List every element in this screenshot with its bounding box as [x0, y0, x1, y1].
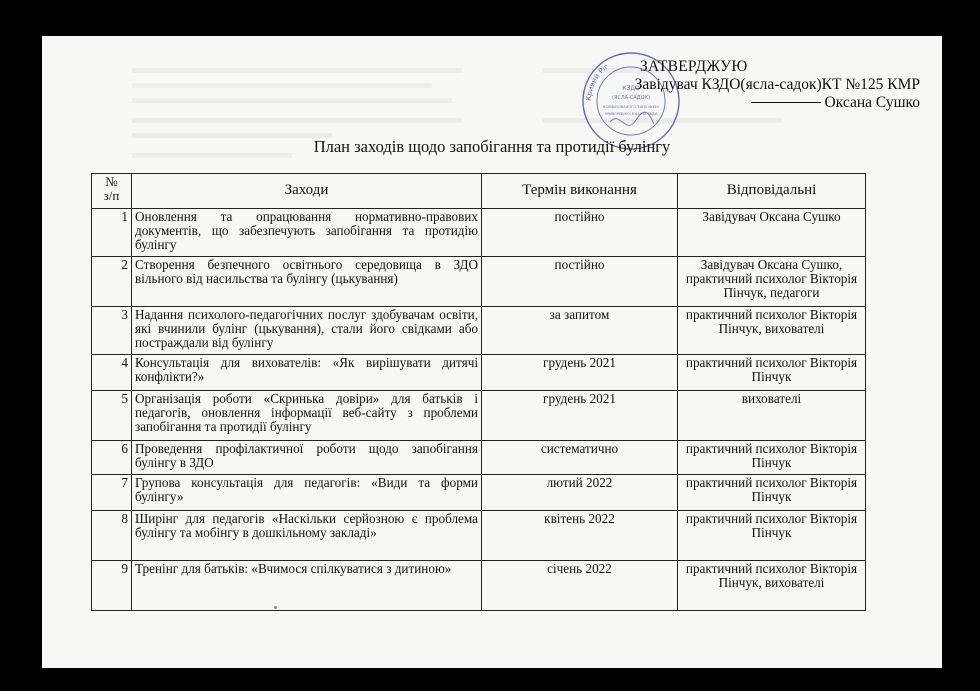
stamp-line-3: КОМБІНОВАНОГО ТИПУ №125	[603, 105, 659, 109]
approval-name: Оксана Сушко	[824, 94, 920, 111]
table-header-row	[92, 174, 866, 209]
table-row	[92, 257, 866, 307]
table-row	[92, 307, 866, 355]
header-term: Термін виконання	[482, 174, 678, 209]
row-term: квітень 2022	[482, 511, 678, 561]
table-row	[92, 475, 866, 511]
row-responsible: практичний психолог Вікторія Пінчук	[678, 355, 866, 391]
stamp-line-1: КЗДО	[622, 85, 640, 92]
row-responsible: практичний психолог Вікторія Пінчук, вихователі	[678, 307, 866, 355]
row-number: 4	[92, 355, 132, 391]
row-responsible: Завідувач Оксана Сушко, практичний психолог Вікторія Пінчук, педагоги	[678, 257, 866, 307]
stamp-line-4: КРИВОРІЗЬКОЇ МІСЬКОЇ РАДИ	[604, 112, 658, 116]
row-action: Надання психолого-педагогічних послуг здобувачам освіти, які вчинили булінг (цькування), стали його свідками або постраждали від булінгу	[132, 307, 482, 355]
row-responsible: практичний психолог Вікторія Пінчук	[678, 511, 866, 561]
stamp-line-2: (ЯСЛА-САДОК)	[611, 95, 651, 101]
row-term: січень 2022	[482, 561, 678, 611]
row-number: 2	[92, 257, 132, 307]
header-number-sign: №	[105, 174, 118, 189]
row-action: Консультація для вихователів: «Як вирішувати дитячі конфлікти?»	[132, 355, 482, 391]
row-term: лютий 2022	[482, 475, 678, 511]
header-responsible: Відповідальні	[678, 174, 866, 209]
row-action: Проведення профілактичної роботи щодо запобігання булінгу в ЗДО	[132, 441, 482, 475]
row-term: постійно	[482, 257, 678, 307]
row-term: постійно	[482, 209, 678, 257]
row-action: Оновлення та опрацювання нормативно-правових документів, що забезпечують запобігання та протидію булінгу	[132, 209, 482, 257]
row-action: Тренінг для батьків: «Вчимося спілкуватися з дитиною»	[132, 561, 482, 611]
row-responsible: практичний психолог Вікторія Пінчук	[678, 441, 866, 475]
row-action: Організація роботи «Скринька довіри» для батьків і педагогів, оновлення інформації веб-сайту з проблеми запобігання та протидії булінгу	[132, 391, 482, 441]
approval-block	[590, 58, 920, 112]
table-row	[92, 561, 866, 611]
row-responsible: Завідувач Оксана Сушко	[678, 209, 866, 257]
stamp-ring-text: Кривий Ріг	[584, 62, 611, 102]
row-action: Групова консультація для педагогів: «Види та форми булінгу»	[132, 475, 482, 511]
table-row	[92, 209, 866, 257]
ink-dot	[274, 606, 277, 609]
document-title: План заходів щодо запобігання та протидії булінгу	[313, 137, 671, 156]
row-number: 3	[92, 307, 132, 355]
row-number: 1	[92, 209, 132, 257]
header-number-abbr: з/п	[103, 188, 120, 203]
row-responsible: практичний психолог Вікторія Пінчук, вихователі	[678, 561, 866, 611]
row-number: 7	[92, 475, 132, 511]
row-responsible: вихователі	[678, 391, 866, 441]
row-term: за запитом	[482, 307, 678, 355]
approval-heading: ЗАТВЕРДЖУЮ	[640, 58, 748, 75]
row-number: 9	[92, 561, 132, 611]
row-term: систематично	[482, 441, 678, 475]
table-row	[92, 355, 866, 391]
document-page	[42, 36, 942, 668]
plan-table	[91, 173, 866, 611]
row-responsible: практичний психолог Вікторія Пінчук	[678, 475, 866, 511]
table-row	[92, 441, 866, 475]
row-number: 8	[92, 511, 132, 561]
row-action: Створення безпечного освітнього середовища в ЗДО вільного від насильства та булінгу (цькування)	[132, 257, 482, 307]
table-row	[92, 391, 866, 441]
approval-position: Завідувач КЗДО(ясла-садок)КТ №125 КМР	[634, 76, 920, 93]
row-term: грудень 2021	[482, 355, 678, 391]
table-row	[92, 511, 866, 561]
signature-line	[751, 102, 821, 103]
row-action: Шиpінг для педагогів «Наскільки серйозною є проблема булінгу та мобінгу в дошкільному закладі»	[132, 511, 482, 561]
header-action: Заходи	[132, 174, 482, 209]
row-number: 6	[92, 441, 132, 475]
row-number: 5	[92, 391, 132, 441]
row-term: грудень 2021	[482, 391, 678, 441]
header-number	[92, 174, 132, 209]
